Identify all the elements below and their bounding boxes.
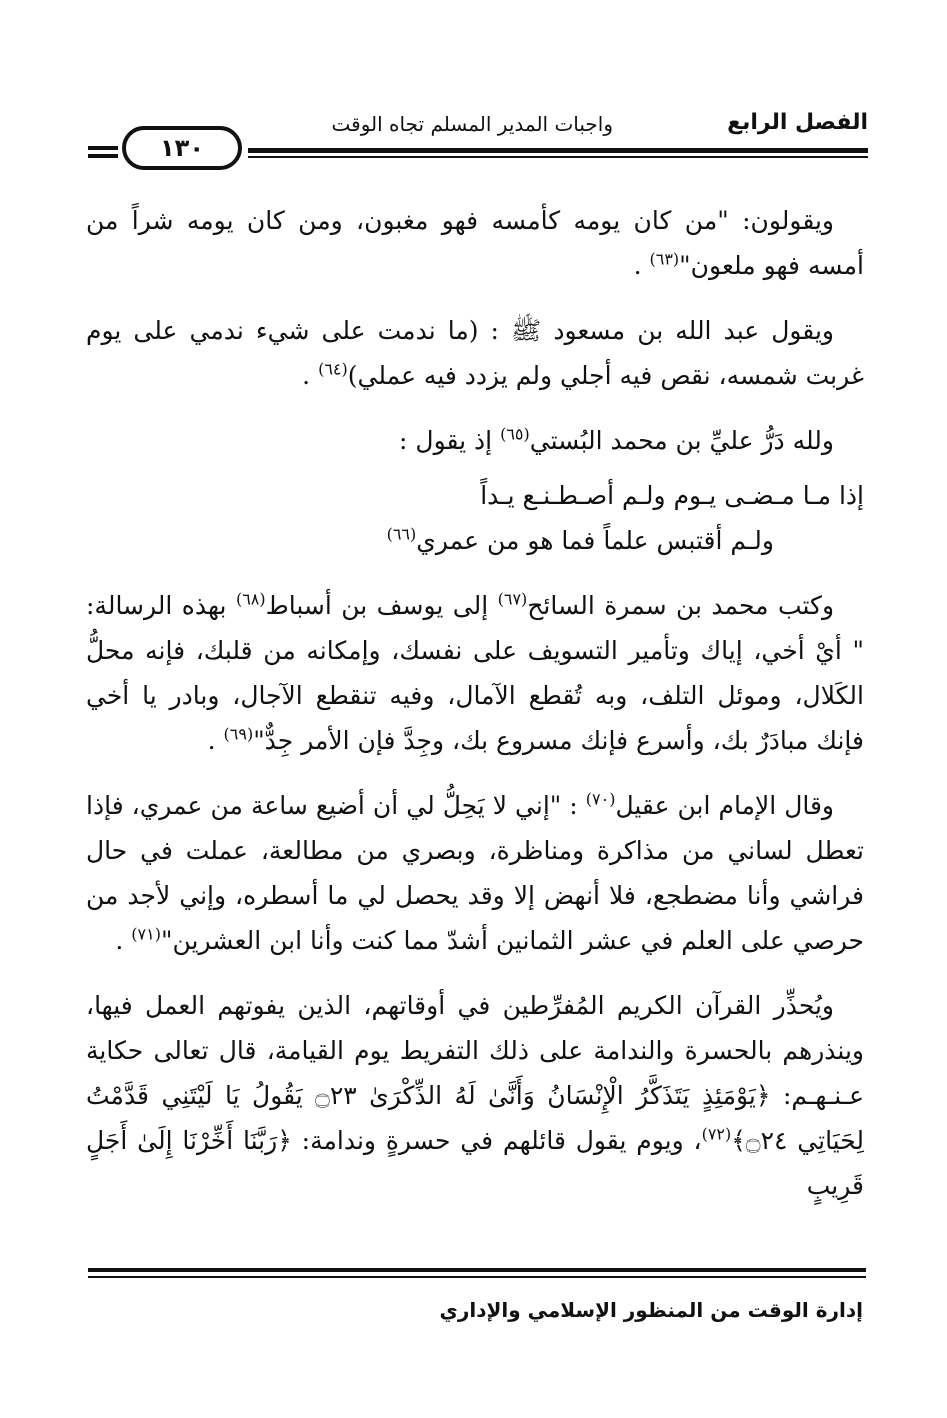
paragraph-text: ويقول عبد الله بن مسعود ﷺ : (ما ندمت على شيء ندمي على يوم غربت شمسه، نقص فيه أجلي ولم يزدد فيه عملي) <box>86 316 864 390</box>
footnote-ref: (٧٢) <box>701 1124 732 1144</box>
footnote-ref: (٦٦) <box>386 524 417 544</box>
paragraph-text: ويُحذِّر القرآن الكريم المُفرِّطين في أوقاتهم، الذين يفوتهم العمل فيها، وينذرهم بالحسرة والندامة على ذلك التفريط يوم القيامة، قال تعالى حكاية عـنـهـم: ﴿يَوْمَئِذٍ يَتَذَكَّرُ الْإِنْسَانُ وَأَنَّىٰ لَهُ الذِّكْرَىٰ ۝٢٣ يَقُولُ يَا لَيْتَنِي قَدَّمْتُ لِحَيَاتِي ۝٢٤﴾ <box>86 991 864 1155</box>
verse-text: ولـم أقتبس علماً فما هو من عمري <box>416 526 774 555</box>
paragraph: ويقول عبد الله بن مسعود ﷺ : (ما ندمت على شيء ندمي على يوم غربت شمسه، نقص فيه أجلي ولم يزدد فيه عملي)$^{(٦٤)}$ . <box>86 316 864 390</box>
footnote-ref: (٦٧) <box>497 589 528 609</box>
footnote-ref: (٧١) <box>131 924 161 944</box>
footnote-ref: (٦٥) <box>500 424 530 444</box>
paragraph <box>86 418 864 463</box>
header-rule <box>248 148 868 153</box>
poem-verse <box>86 518 864 563</box>
header-rule-thin <box>248 156 868 158</box>
footnote-ref: (٦٤) <box>318 359 348 379</box>
footnote-ref: (٦٨) <box>235 589 266 609</box>
footnote-ref: (٦٩) <box>223 724 254 744</box>
paragraph <box>86 983 864 1208</box>
poem-verse: إذا مـا مـضـى يـوم ولـم أصـطـنـع يـداً <box>480 481 864 510</box>
page-header <box>88 108 868 168</box>
paragraph-text: : "إني لا يَحِلُّ لي أن أضيع ساعة من عمري، فإذا تعطل لساني من مذاكرة ومناظرة، وبصري من مطالعة، عملت في حال فراشي وأنا مضطجع، فلا أنهض إلا وقد يحصل لي ما أسطره، وإني لأجد من حرصي على العلم في عشر الثمانين أشدّ مما كنت وأنا ابن العشرين" <box>86 791 864 955</box>
footnote-ref: (٦٣) <box>649 249 680 269</box>
paragraph-text: وكتب محمد بن سمرة السائح <box>527 591 835 620</box>
paragraph: وكتب محمد بن سمرة السائح$^{(٦٧)}$ إلى يوسف بن أسباط$^{(٦٨)}$ بهذه الرسالة: " أيْ أخي، إياك وتأمير التسويف على نفسك، وإمكانه من قلبك، فإنه محلُّ الكَلال، وموئل التلف، وبه تُقطع الآمال، وفيه تنقطع الآجال، وبادر يا أخي فإنك مبادَرٌ بك، وأسرع فإنك مسروع بك، وجِدَّ فإن الأمر جِدٌّ"$^{(٦٩)}$ . <box>86 589 864 755</box>
paragraph: ويقولون: "من كان يومه كأمسه فهو مغبون، ومن كان يومه شراً من أمسه فهو ملعون"$^{(٦٣)}$ . <box>86 206 864 280</box>
footer-rule-thin <box>88 1276 866 1278</box>
book-title-footer: إدارة الوقت من المنظور الإسلامي والإداري <box>439 1298 863 1322</box>
paragraph: وقال الإمام ابن عقيل$^{(٧٠)}$ : "إني لا يَحِلُّ لي أن أضيع ساعة من عمري، فإذا تعطل لساني من مذاكرة ومناظرة، وبصري من مطالعة، عملت في حال فراشي وأنا مضطجع، فلا أنهض إلا وقد يحصل لي ما أسطره، وإني لأجد من حرصي على العلم في عشر الثمانين أشدّ مما كنت وأنا ابن العشرين"$^{(٧١)}$ . <box>86 789 864 955</box>
footer-rule <box>88 1268 866 1272</box>
page-body <box>86 198 864 1228</box>
running-title: واجبات المدير المسلم تجاه الوقت <box>331 112 613 136</box>
paragraph-text: إذ يقول : <box>399 426 493 455</box>
paragraph-text: إلى يوسف بن أسباط <box>265 591 489 620</box>
chapter-title: الفصل الرابع <box>727 110 868 135</box>
page-number: ١٣٠ <box>122 126 242 170</box>
paragraph-text: ويقولون: "من كان يومه كأمسه فهو مغبون، ومن كان يومه شراً من أمسه فهو ملعون" <box>86 206 864 280</box>
paragraph-text: ولله دَرُّ عليِّ بن محمد البُستي <box>529 426 834 455</box>
paragraph-text: ، ويوم يقول قائلهم في حسرةٍ وندامة: ﴿رَبَّنَا أَخِّرْنَا إِلَىٰ أَجَلٍ قَرِيبٍ <box>86 1126 864 1200</box>
footnote-ref: (٧٠) <box>585 789 616 809</box>
page-number-dash <box>88 154 118 158</box>
paragraph-text: وقال الإمام ابن عقيل <box>615 791 834 820</box>
page-number-dash <box>88 146 118 150</box>
paragraph-text: بهذه الرسالة: " أيْ أخي، إياك وتأمير التسويف على نفسك، وإمكانه من قلبك، فإنه محلُّ الكَلال، وموئل التلف، وبه تُقطع الآمال، وفيه تنقطع الآجال، وبادر يا أخي فإنك مبادَرٌ بك، وأسرع فإنك مسروع بك، وجِدَّ فإن الأمر جِدٌّ" <box>86 591 864 755</box>
